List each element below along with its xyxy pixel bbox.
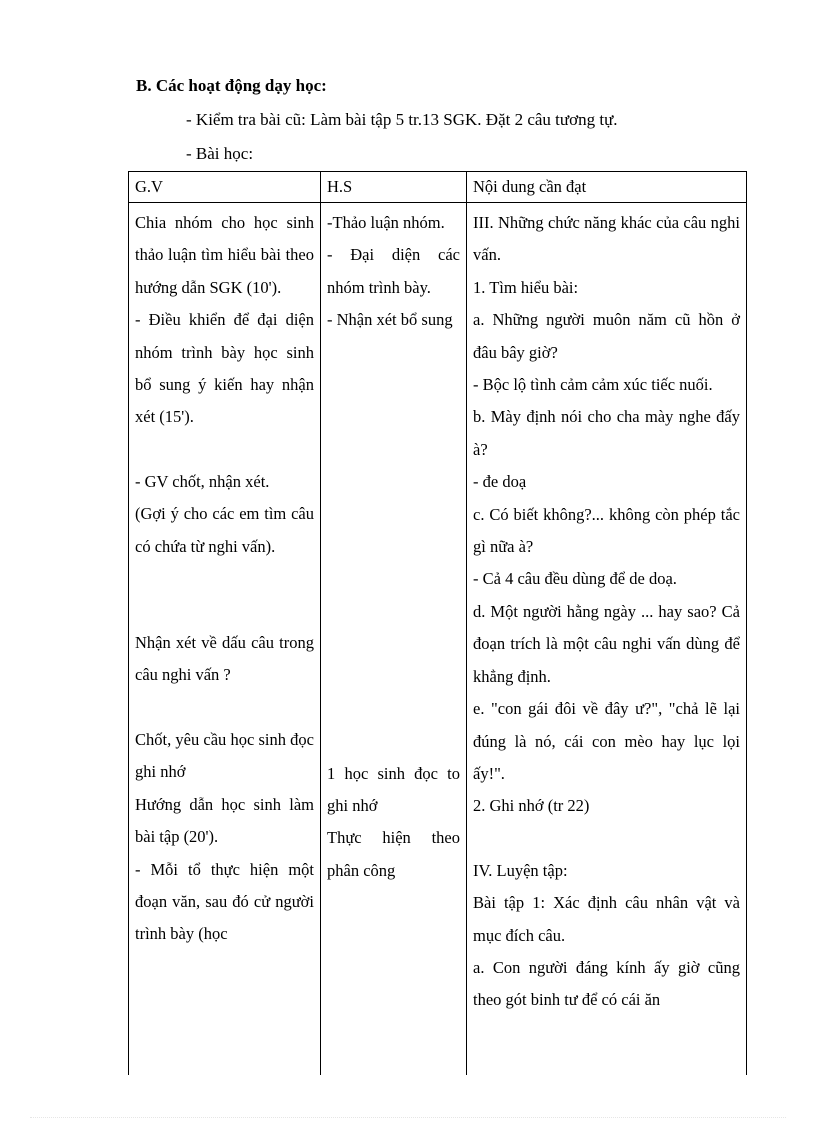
gv-item: Hướng dẫn học sinh làm bài tập (20').	[135, 794, 314, 847]
hs-item: - Đại diện các nhóm trình bày.	[327, 245, 460, 297]
gv-item: - GV chốt, nhận xét.	[135, 471, 270, 491]
content-item: e. "con gái đôi về đây ư?", "chả lẽ lại đúng là nó, cái con mèo hay lục lọi ấy!".	[473, 699, 740, 783]
page-bottom-divider	[30, 1117, 786, 1118]
hs-item: -Thảo luận nhóm.	[327, 213, 445, 232]
lesson-table	[128, 171, 747, 1075]
teacher-column	[129, 203, 321, 1076]
hs-item: - Nhận xét bổ sung	[327, 310, 453, 330]
intro-line-lesson: - Bài học:	[186, 144, 254, 163]
content-item: b. Mày định nói cho cha mày nghe đấy à?	[473, 407, 740, 459]
gv-item: Chia nhóm cho học sinh thảo luận tìm hiểu bài theo hướng dẫn SGK (10').	[135, 213, 314, 297]
gv-item: - Điều khiển để đại diện nhóm trình bày học sinh bổ sung ý kiến hay nhận xét (15').	[135, 310, 314, 427]
content-item: - Cả 4 câu đều dùng để de doạ.	[473, 569, 677, 589]
hs-item: 1 học sinh đọc to ghi nhớ	[327, 763, 460, 816]
gv-item: Chốt, yêu cầu học sinh đọc ghi nhớ	[135, 729, 314, 782]
content-item: a. Con người đáng kính ấy giờ cũng theo gót binh tư để có cái ăn	[473, 957, 740, 1010]
header-teacher: G.V	[129, 172, 321, 203]
content-item: c. Có biết không?... không còn phép tắc gì nữa à?	[473, 504, 740, 557]
content-item: a. Những người muôn năm cũ hồn ở đâu bây giờ?	[473, 310, 740, 362]
table-header-row	[129, 172, 747, 203]
content-item: III. Những chức năng khác của câu nghi vấn.	[473, 213, 740, 265]
content-item: d. Một người hằng ngày ... hay sao? Cả đoạn trích là một câu nghi vấn dùng để khẳng định.	[473, 601, 740, 686]
section-heading: B. Các hoạt động dạy học:	[136, 76, 327, 95]
content-item: - Bộc lộ tình cảm cảm xúc tiếc nuối.	[473, 375, 713, 395]
intro-line-review: - Kiểm tra bài cũ: Làm bài tập 5 tr.13 SGK. Đặt 2 câu tương tự.	[186, 110, 618, 129]
content-item: Bài tập 1: Xác định câu nhân vật và mục đích câu.	[473, 893, 740, 945]
content-item: 2. Ghi nhớ (tr 22)	[473, 796, 590, 816]
content-item: 1. Tìm hiểu bài:	[473, 277, 579, 297]
header-student: H.S	[321, 172, 467, 203]
gv-item: Nhận xét về dấu câu trong câu nghi vấn ?	[135, 633, 314, 685]
content-item: - đe doạ	[473, 472, 527, 492]
gv-item: - Mỗi tổ thực hiện một đoạn văn, sau đó cử người trình bày (học	[135, 859, 314, 944]
header-content: Nội dung cần đạt	[467, 172, 747, 203]
gv-item: (Gợi ý cho các em tìm câu có chứa từ nghi vấn).	[135, 504, 314, 556]
student-column	[321, 203, 467, 1076]
content-item: IV. Luyện tập:	[473, 860, 568, 880]
hs-item: Thực hiện theo phân công	[327, 828, 460, 880]
content-column	[467, 203, 747, 1076]
table-row	[129, 203, 747, 1076]
